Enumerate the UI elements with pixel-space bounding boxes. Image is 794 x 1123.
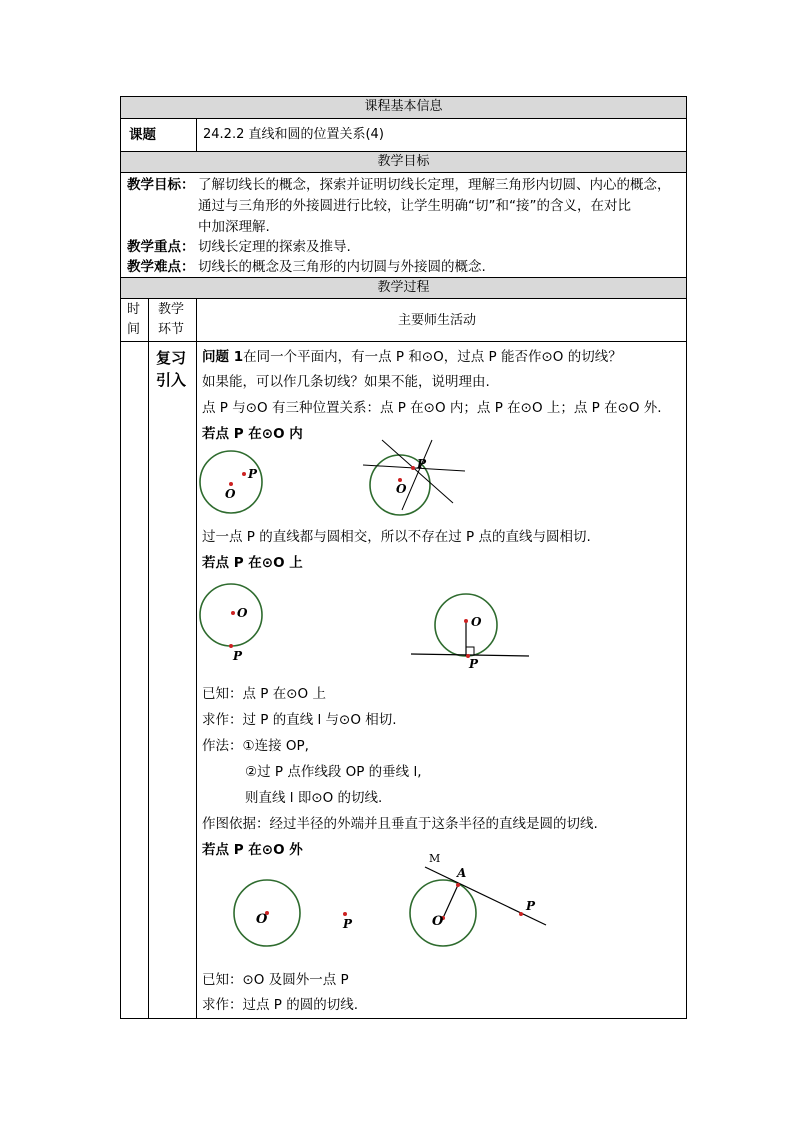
construct-out: 求作：过点 P 的圆的切线. [202,997,359,1013]
vline-right [686,96,687,1019]
right-angle-mark [466,647,474,655]
course-info-header-text: 课程基本信息 [364,99,443,114]
known-out: 已知：⊙O 及圆外一点 P [202,972,349,988]
construction-basis: 作图依据：经过半径的外端并且垂直于这条半径的直线是圆的切线. [202,816,598,832]
question-1 [202,347,622,367]
label-o: O [396,482,407,496]
question-1-text: 在同一个平面内，有一点 P 和⊙O，过点 P 能否作⊙O 的切线？ [243,349,622,365]
point-p [229,644,233,648]
hline-4 [120,277,687,278]
col-stage-2: 环节 [158,322,185,337]
teaching-goals-header [121,152,686,172]
case-inside-heading: 若点 P 在⊙O 内 [202,426,303,442]
question-1-label: 问题 1 [202,349,244,365]
figure-inside-2 [360,438,470,518]
label-o: O [471,615,482,629]
vline-stage [196,298,197,1018]
label-o: O [237,606,248,620]
hline-1 [120,118,687,119]
case-on-heading: 若点 P 在⊙O 上 [202,555,303,571]
col-time-2: 间 [127,322,141,337]
topic-label: 课题 [129,127,156,143]
circle-o [200,584,262,646]
hline-2 [120,151,687,152]
point-p [411,466,415,470]
label-a: A [457,866,467,880]
figure-outside-2 [405,850,555,950]
radius-oa [443,885,458,918]
point-o [464,619,468,623]
stage-review-1: 复习 [156,349,187,367]
difficulty-text: 切线长的概念及三角形的内切圆与外接圆的概念. [198,259,486,275]
point-a [456,883,460,887]
point-o [229,482,233,486]
col-main-activity: 主要师生活动 [398,313,477,328]
key-point-text: 切线长定理的探索及推导. [198,239,351,255]
teaching-process-header [121,278,686,298]
inside-conclusion: 过一点 P 的直线都与圆相交，所以不存在过 P 点的直线与圆相切. [202,529,591,545]
objective-line-1: 了解切线长的概念，探索并证明切线长定理，理解三角形内切圆、内心的概念， [198,177,671,193]
label-p: P [248,467,258,481]
label-p: P [417,457,427,471]
label-p: P [469,657,479,671]
hline-bottom [120,1018,687,1019]
topic-value: 24.2.2 直线和圆的位置关系(4) [203,127,384,142]
method-step-3: 则直线 l 即⊙O 的切线. [245,790,383,806]
label-o: O [256,912,268,927]
hline-5 [120,298,687,299]
figure-outside-1 [230,876,360,951]
method-label: 作法： [202,738,243,754]
hline-3 [120,172,687,173]
point-p [242,472,246,476]
label-p: P [526,899,536,913]
key-point-label: 教学重点： [127,239,195,255]
known-on: 已知：点 P 在⊙O 上 [202,686,326,702]
question-1-follow: 如果能，可以作几条切线？如果不能，说明理由. [202,374,490,390]
vline-left [120,96,121,1019]
figure-inside-1 [198,448,268,518]
teaching-goals-header-text: 教学目标 [377,154,430,169]
line-diagonal [382,440,453,503]
construct-on: 求作：过 P 的直线 l 与⊙O 相切. [202,712,397,728]
label-p: P [233,649,243,663]
vline-topic [196,118,197,152]
objective-line-2: 通过与三角形的外接圆进行比较，让学生明确“切”和“接”的含义，在对比 [198,198,631,214]
method-step-2: ②过 P 点作线段 OP 的垂线 l, [245,764,422,780]
circle-o [410,880,476,946]
point-p [343,912,347,916]
course-info-header [121,97,686,118]
step-1-text: ①连接 OP, [242,738,309,754]
label-o: O [432,914,444,929]
label-m: M [429,852,441,865]
col-time-1: 时 [127,302,141,317]
method-step-1 [202,736,309,756]
point-p [519,912,523,916]
point-o [231,611,235,615]
position-relations: 点 P 与⊙O 有三种位置关系：点 P 在⊙O 内；点 P 在⊙O 上；点 P 在⊙O 外. [202,400,662,416]
difficulty-label: 教学难点： [127,259,195,275]
case-outside-heading: 若点 P 在⊙O 外 [202,842,303,858]
label-p: P [343,917,353,931]
objective-label: 教学目标： [127,177,195,193]
teaching-process-header-text: 教学过程 [377,280,430,295]
vline-time [148,298,149,1018]
label-o: O [225,487,236,501]
objective-line-3: 中加深理解. [198,219,270,235]
figure-on-1 [198,582,268,662]
col-stage-1: 教学 [158,302,185,317]
hline-6 [120,341,687,342]
figure-on-2 [408,590,533,670]
stage-review-2: 引入 [156,371,187,389]
hline-top [120,96,687,97]
